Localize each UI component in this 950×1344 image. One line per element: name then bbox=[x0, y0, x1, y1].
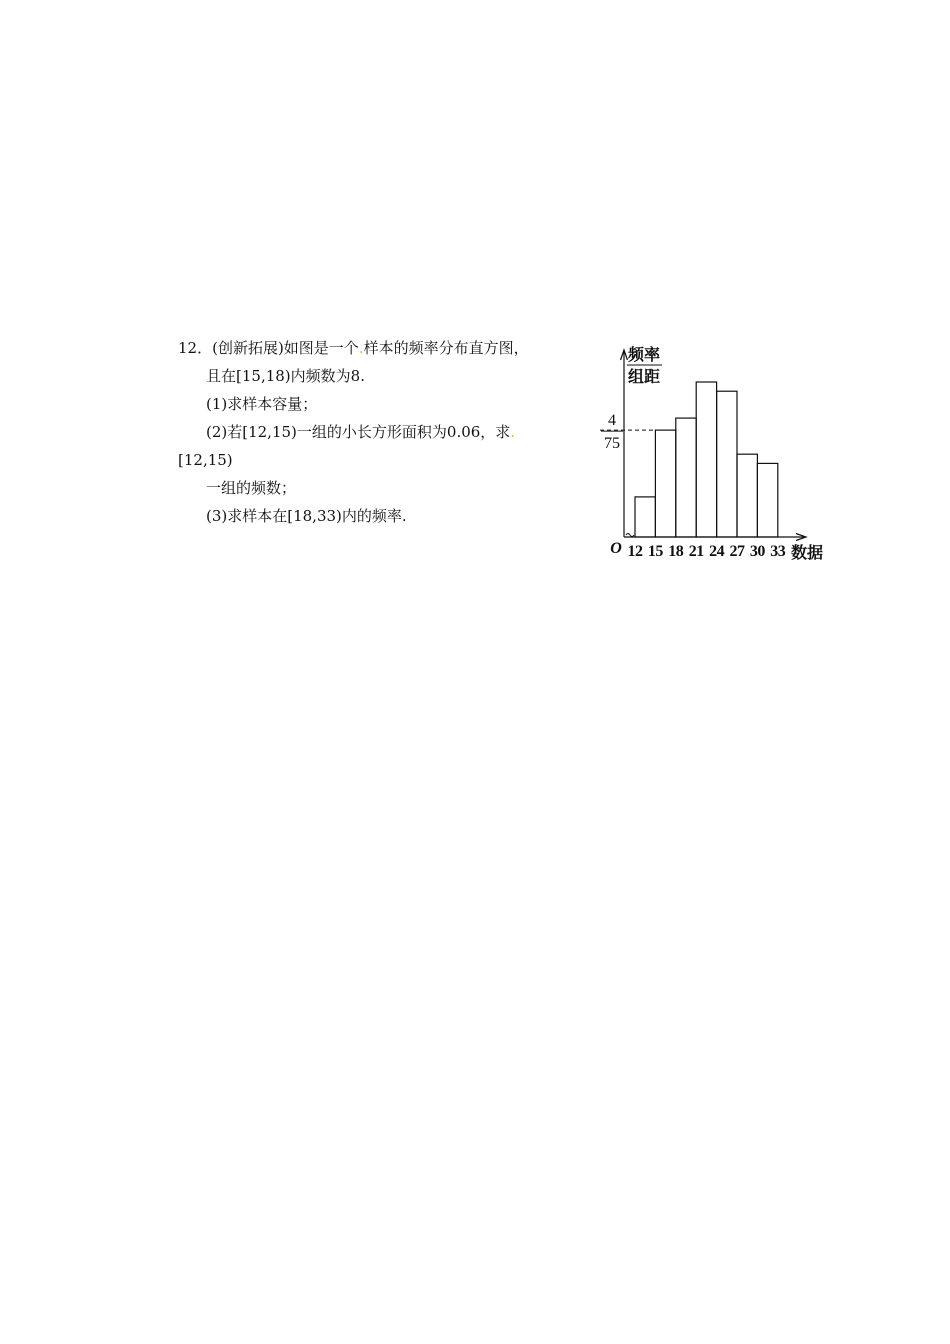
y-axis-label-top: 频率 bbox=[627, 347, 661, 364]
chart-bars bbox=[635, 382, 778, 537]
problem-text bbox=[178, 334, 588, 530]
question-3: (3)求样本在[18,33)内的频率. bbox=[206, 507, 407, 525]
problem-line-1 bbox=[178, 334, 588, 362]
mark-dot: . bbox=[510, 423, 516, 441]
origin-label: O bbox=[610, 540, 622, 557]
y-axis-label-bottom: 组距 bbox=[627, 369, 661, 386]
problem-line-1-rest: 样本的频率分布直方图， bbox=[363, 339, 529, 357]
x-axis-label: 数据 bbox=[790, 545, 824, 562]
x-tick-label: 24 bbox=[709, 543, 725, 560]
question-2-continued: 一组的频数； bbox=[206, 479, 297, 497]
reference-numerator: 4 bbox=[608, 412, 616, 430]
x-tick-label: 33 bbox=[770, 543, 786, 560]
chart-labels bbox=[601, 345, 823, 562]
histogram-bar bbox=[717, 391, 737, 537]
problem-line-1-text: 12．(创新拓展)如图是一个 bbox=[178, 339, 359, 357]
problem-line-2: 且在[15,18)内频数为8. bbox=[206, 367, 365, 385]
histogram-bar bbox=[757, 463, 777, 537]
x-tick-label: 12 bbox=[627, 543, 643, 560]
x-tick-label: 15 bbox=[647, 543, 663, 560]
x-tick-label: 21 bbox=[688, 543, 704, 560]
x-tick-label: 27 bbox=[729, 543, 745, 560]
histogram-bar bbox=[676, 418, 696, 537]
frequency-histogram bbox=[596, 338, 836, 570]
question-2-interval: [12,15) bbox=[178, 451, 233, 469]
histogram-bar bbox=[696, 382, 716, 537]
mark-dot: . bbox=[358, 339, 364, 357]
question-2 bbox=[178, 418, 588, 446]
x-tick-label: 18 bbox=[668, 543, 684, 560]
question-1: (1)求样本容量； bbox=[206, 395, 318, 413]
axis-break-icon bbox=[626, 534, 634, 537]
question-2-text: (2)若[12,15)一组的小长方形面积为0.06，求 bbox=[206, 423, 511, 441]
histogram-bar bbox=[655, 430, 675, 537]
histogram-bar bbox=[635, 497, 655, 537]
histogram-bar bbox=[737, 454, 757, 537]
x-tick-label: 30 bbox=[749, 543, 765, 560]
reference-denominator: 75 bbox=[604, 435, 620, 453]
